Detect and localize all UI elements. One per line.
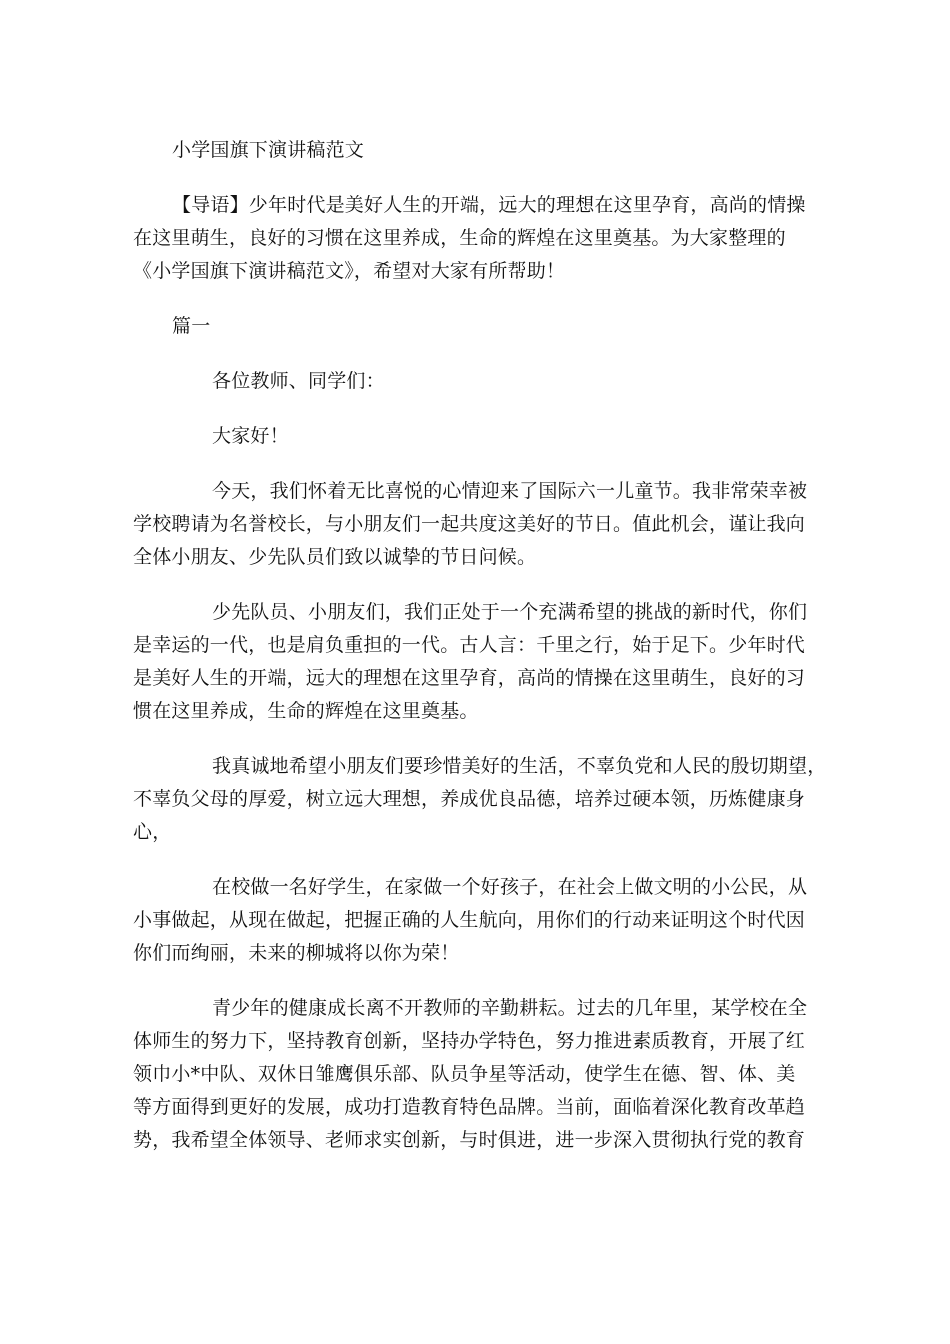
document-title: 小学国旗下演讲稿范文 — [172, 139, 365, 161]
paragraph-line: 是美好人生的开端，远大的理想在这里孕育，高尚的情操在这里萌生，良好的习 — [133, 667, 806, 689]
paragraph-line: 不辜负父母的厚爱，树立远大理想，养成优良品德，培养过硬本领，历炼健康身 — [133, 788, 806, 810]
paragraph-line: 是幸运的一代，也是肩负重担的一代。古人言：千里之行，始于足下。少年时代 — [133, 634, 806, 656]
paragraph-line: 领巾小*中队、双休日雏鹰俱乐部、队员争星等活动，使学生在德、智、体、美 — [133, 1063, 796, 1085]
paragraph-line: 学校聘请为名誉校长，与小朋友们一起共度这美好的节日。值此机会，谨让我向 — [133, 513, 806, 535]
paragraph-line: 少先队员、小朋友们，我们正处于一个充满希望的挑战的新时代，你们 — [212, 601, 808, 623]
salutation: 各位教师、同学们： — [212, 370, 385, 392]
paragraph-line: 体师生的努力下，坚持教育创新，坚持办学特色，努力推进素质教育，开展了红 — [133, 1030, 806, 1052]
paragraph-line: 你们而绚丽，未来的柳城将以你为荣！ — [133, 942, 460, 964]
intro-line: 在这里萌生，良好的习惯在这里养成，生命的辉煌在这里奠基。为大家整理的 — [133, 227, 786, 249]
paragraph-line: 全体小朋友、少先队员们致以诚挚的节日问候。 — [133, 546, 537, 568]
paragraph-line: 心， — [133, 821, 172, 843]
paragraph-line: 青少年的健康成长离不开教师的辛勤耕耘。过去的几年里，某学校在全 — [212, 997, 808, 1019]
paragraph-line: 在校做一名好学生，在家做一个好孩子，在社会上做文明的小公民，从 — [212, 876, 808, 898]
paragraph-line: 今天，我们怀着无比喜悦的心情迎来了国际六一儿童节。我非常荣幸被 — [212, 480, 808, 502]
greeting: 大家好！ — [212, 425, 289, 447]
paragraph-line: 小事做起，从现在做起，把握正确的人生航向，用你们的行动来证明这个时代因 — [133, 909, 806, 931]
paragraph-line: 我真诚地希望小朋友们要珍惜美好的生活，不辜负党和人民的殷切期望， — [212, 755, 827, 777]
paragraph-line: 等方面得到更好的发展，成功打造教育特色品牌。当前，面临着深化教育改革趋 — [133, 1096, 806, 1118]
intro-line: 《小学国旗下演讲稿范文》，希望对大家有所帮助！ — [133, 260, 566, 282]
section-heading: 篇一 — [172, 315, 211, 337]
paragraph-line: 惯在这里养成，生命的辉煌在这里奠基。 — [133, 700, 479, 722]
intro-line: 【导语】少年时代是美好人生的开端，远大的理想在这里孕育，高尚的情操 — [172, 194, 806, 216]
paragraph-line: 势，我希望全体领导、老师求实创新，与时俱进，进一步深入贯彻执行党的教育 — [133, 1129, 806, 1151]
